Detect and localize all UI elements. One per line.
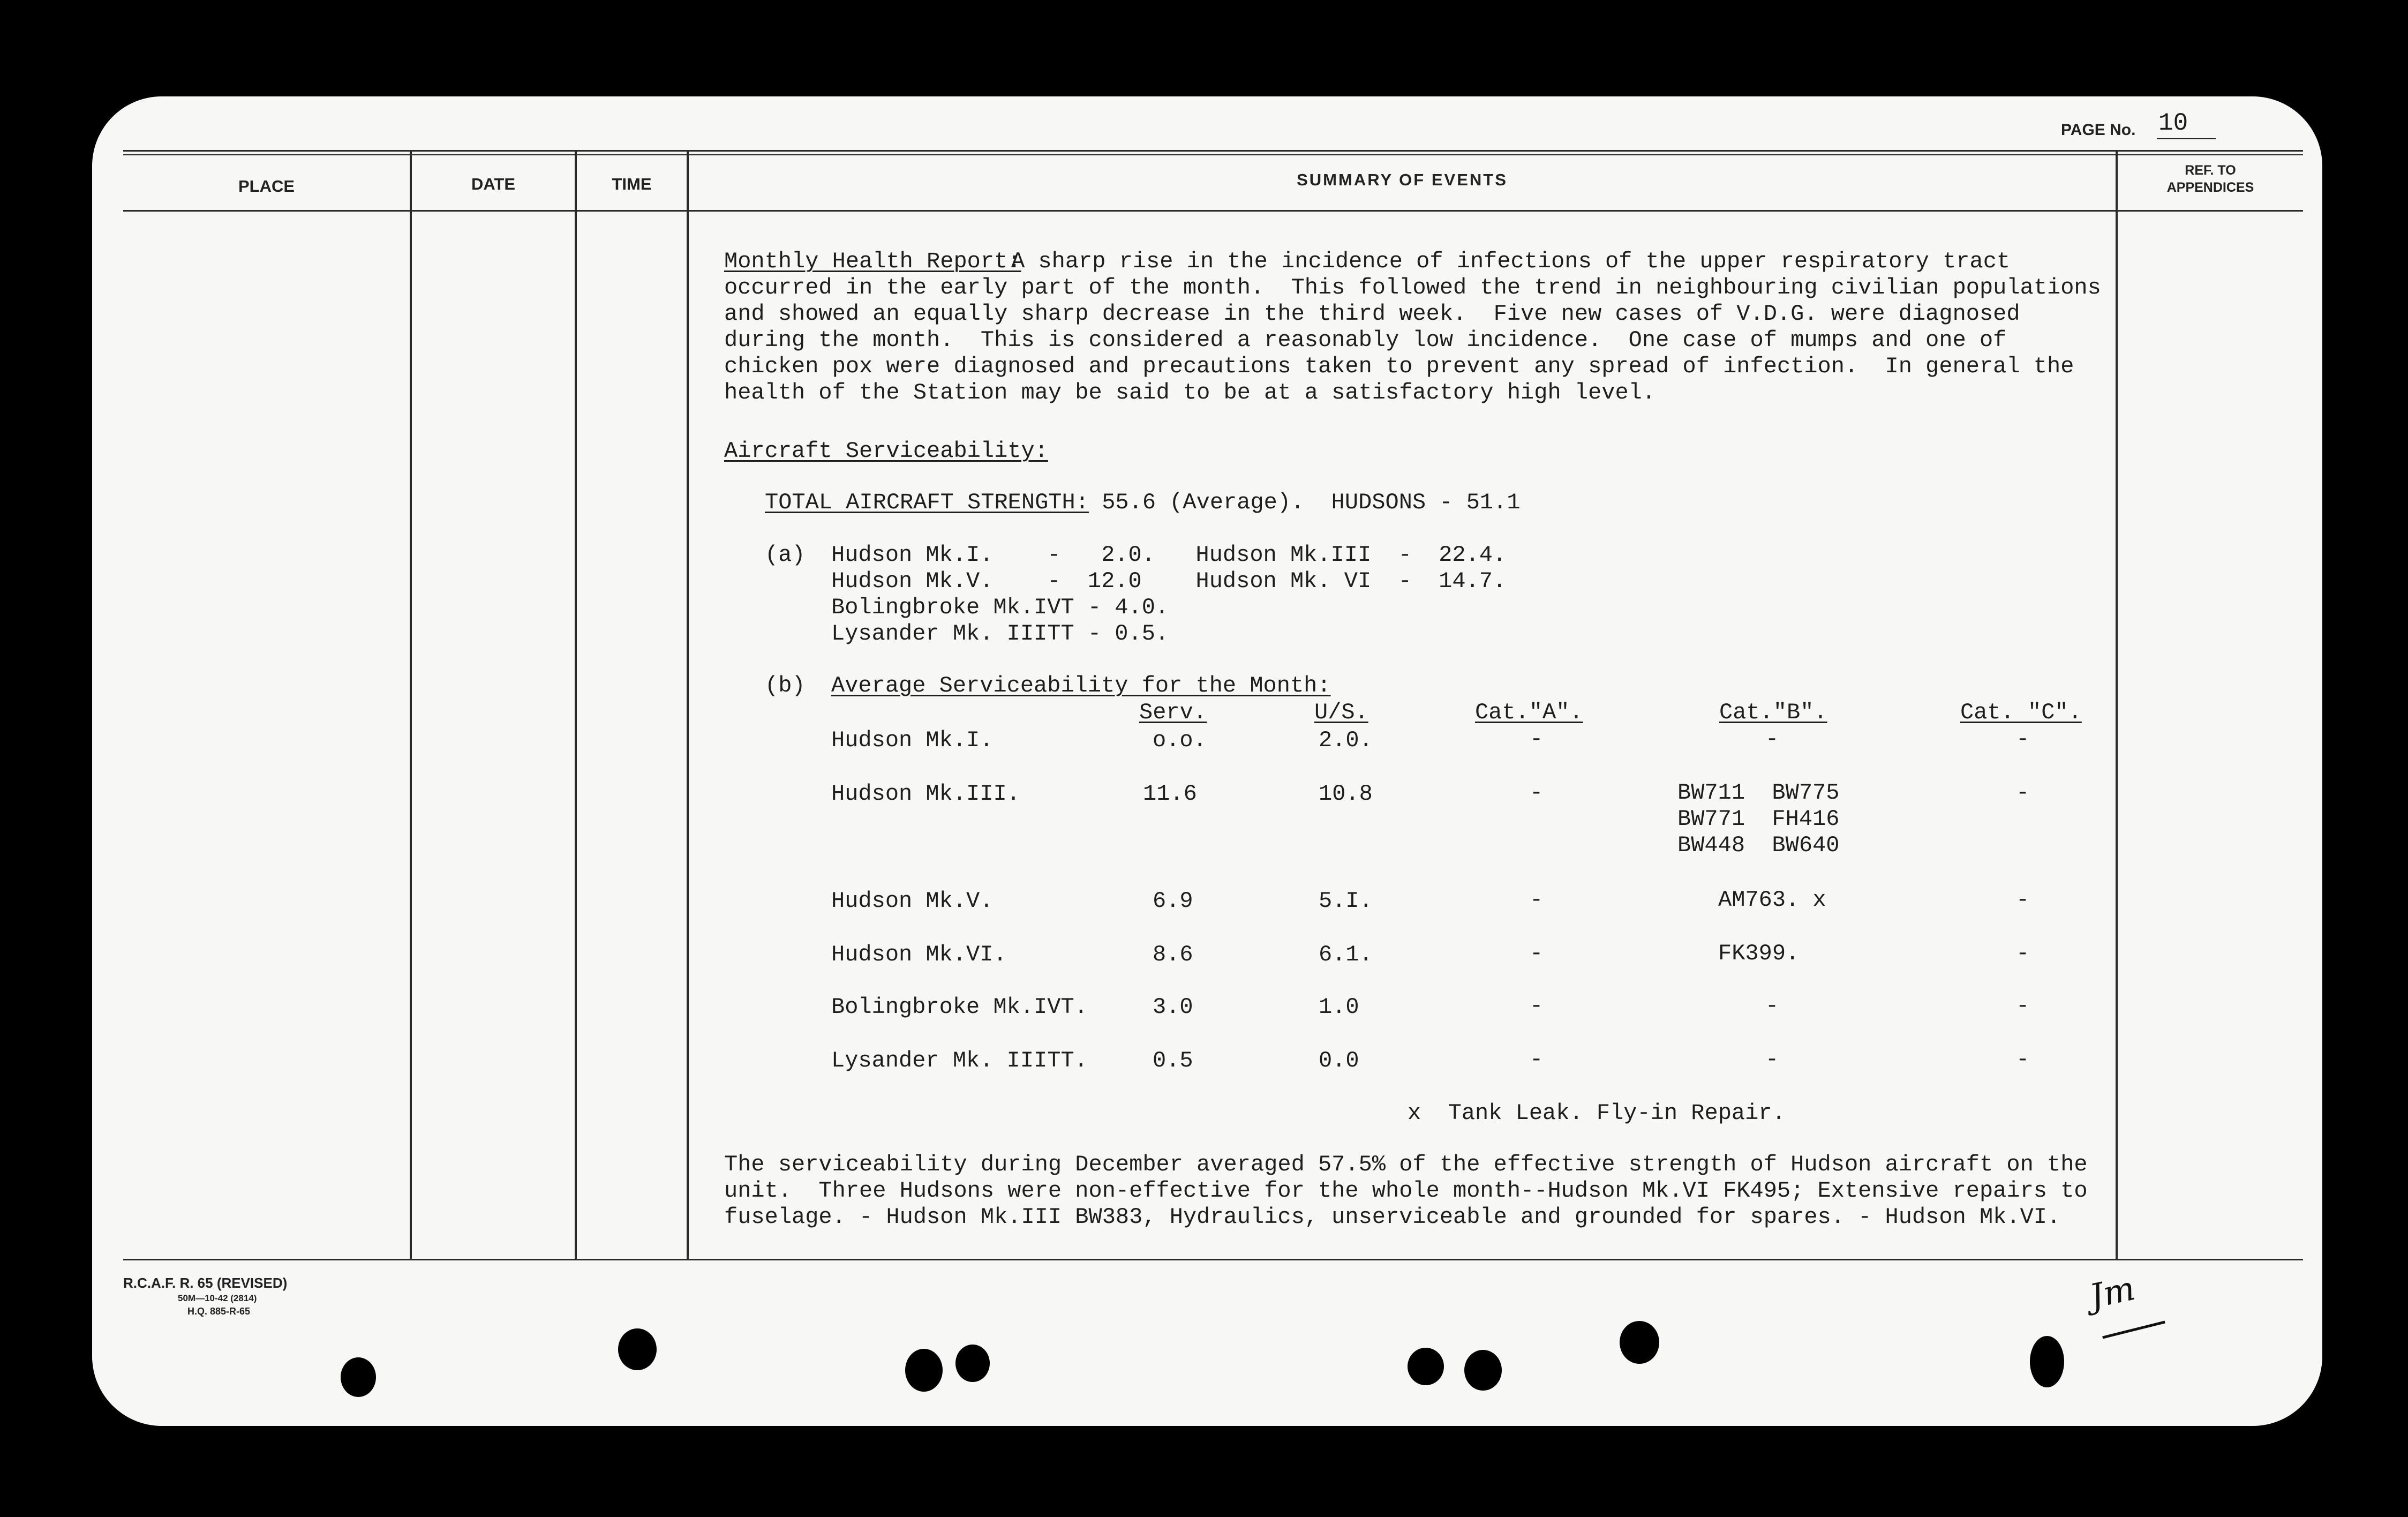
row-type: Hudson Mk.VI. [831,942,1007,967]
row-cat-a: - [1530,726,1544,752]
punch-hole [618,1328,657,1370]
column-header-ref-1: REF. TO [2185,163,2236,178]
row-serv: o.o. [1153,727,1207,753]
punch-hole [955,1345,990,1382]
row-cat-c: - [2016,1047,2030,1072]
bottom-rule [123,1259,2303,1260]
row-cat-a: - [1530,941,1544,966]
column-header-time: TIME [612,175,652,193]
closing-line-3: fuselage. - Hudson Mk.III BW383, Hydraulics, unserviceable and grounded for spares. - Hudson Mk.VI. [724,1204,2061,1230]
row-type: Lysander Mk. IIITT. [831,1048,1088,1073]
row-cat-b: - [1765,726,1779,752]
header-serv: Serv. [1139,700,1207,725]
header-rule [123,210,2303,212]
row-type: Bolingbroke Mk.IVT. [831,994,1088,1020]
punch-hole [1464,1350,1502,1391]
row-type: Hudson Mk.V. [831,888,994,914]
column-header-ref-2: APPENDICES [2166,180,2254,195]
rule-place-date [410,150,412,1260]
row-us: 5.I. [1319,888,1373,914]
row-cat-c: - [2016,887,2030,913]
row-cat-a: - [1530,780,1544,806]
column-header-summary: SUMMARY OF EVENTS [1297,170,1508,189]
row-type: Hudson Mk.I. [831,727,994,753]
row-serv: 0.5 [1153,1048,1193,1073]
section-b-marker: (b) [765,673,806,699]
rule-date-time [575,150,577,1260]
rule-summary-ref [2116,150,2118,1260]
column-header-date: DATE [471,175,516,193]
row-us: 0.0 [1319,1048,1359,1073]
health-line-2: occurred in the early part of the month. This followed the trend in neighbouring civilian populations [724,275,2101,301]
page-number-label: PAGE No. [2061,121,2136,139]
initials-underline [2102,1321,2165,1339]
top-rule [123,150,2303,152]
health-line-5: chicken pox were diagnosed and precautions taken to prevent any spread of infection. In general the [724,354,2074,379]
row-cat-b: FK399. [1718,941,1800,966]
diary-sheet [92,96,2322,1426]
row-cat-b: - [1765,1047,1779,1072]
page-number-line [2157,138,2216,139]
footnote: x Tank Leak. Fly-in Repair. [1408,1100,1786,1126]
row-cat-c: - [2016,780,2030,806]
form-number: R.C.A.F. R. 65 (REVISED) [123,1275,288,1291]
top-rule-2 [123,154,2303,155]
row-cat-b-line: BW771 FH416 [1677,806,1840,832]
punch-hole [341,1357,376,1397]
strength-line-2: Hudson Mk.V. - 12.0 Hudson Mk. VI - 14.7. [831,568,1507,594]
row-type: Hudson Mk.III. [831,781,1020,807]
row-serv: 6.9 [1153,888,1193,914]
form-hq-ref: H.Q. 885-R-65 [187,1306,251,1317]
section-b-heading: Average Serviceability for the Month: [831,673,1331,699]
row-us: 1.0 [1319,994,1359,1020]
header-cat-b: Cat."B". [1719,700,1827,725]
row-serv: 11.6 [1143,781,1197,807]
header-us: U/S. [1314,700,1368,725]
health-line-6: health of the Station may be said to be at a satisfactory high level. [724,380,1656,405]
closing-line-1: The serviceability during December averaged 57.5% of the effective strength of Hudson aircraft on the [724,1152,2088,1177]
health-line-1: A sharp rise in the incidence of infections of the upper respiratory tract [1011,249,2011,274]
punch-hole [1408,1348,1444,1385]
section-a-marker: (a) [765,542,806,568]
handwritten-initials: Jm [2086,1268,2139,1316]
row-serv: 8.6 [1153,942,1193,967]
health-line-4: during the month. This is considered a reasonably low incidence. One case of mumps and one of [724,327,2007,353]
column-header-place: PLACE [238,177,295,196]
total-strength-value: 55.6 (Average). HUDSONS - 51.1 [1088,490,1521,515]
health-heading: Monthly Health Report: [724,249,1021,274]
serviceability-heading: Aircraft Serviceability: [724,438,1048,464]
row-cat-a: - [1530,1047,1544,1072]
row-us: 6.1. [1319,942,1373,967]
health-line-3: and showed an equally sharp decrease in the third week. Five new cases of V.D.G. were diagnosed [724,301,2020,327]
row-cat-b: AM763. x [1718,887,1826,913]
row-cat-b: - [1765,993,1779,1019]
row-cat-b-line: BW448 BW640 [1677,832,1840,858]
row-us: 2.0. [1319,727,1373,753]
total-strength-label: TOTAL AIRCRAFT STRENGTH: [765,490,1089,515]
punch-hole [1620,1321,1659,1364]
punch-hole [905,1349,943,1392]
row-cat-a: - [1530,887,1544,913]
closing-line-2: unit. Three Hudsons were non-effective for the whole month--Hudson Mk.VI FK495; Extensive repairs to [724,1178,2088,1204]
row-cat-c: - [2016,726,2030,752]
row-cat-b-line: BW711 BW775 [1677,780,1840,806]
strength-line-3: Bolingbroke Mk.IVT - 4.0. [831,595,1169,620]
row-cat-c: - [2016,941,2030,966]
rule-time-summary [687,150,689,1260]
header-cat-c: Cat. "C". [1960,700,2082,725]
page-number: 10 [2158,109,2188,137]
punch-hole [2030,1336,2064,1387]
row-us: 10.8 [1319,781,1373,807]
form-print-run: 50M—10-42 (2814) [178,1293,257,1303]
row-cat-a: - [1530,993,1544,1019]
header-cat-a: Cat."A". [1475,700,1583,725]
row-cat-c: - [2016,993,2030,1019]
strength-line-1: Hudson Mk.I. - 2.0. Hudson Mk.III - 22.4. [831,542,1507,568]
row-serv: 3.0 [1153,994,1193,1020]
strength-line-4: Lysander Mk. IIITT - 0.5. [831,621,1169,647]
